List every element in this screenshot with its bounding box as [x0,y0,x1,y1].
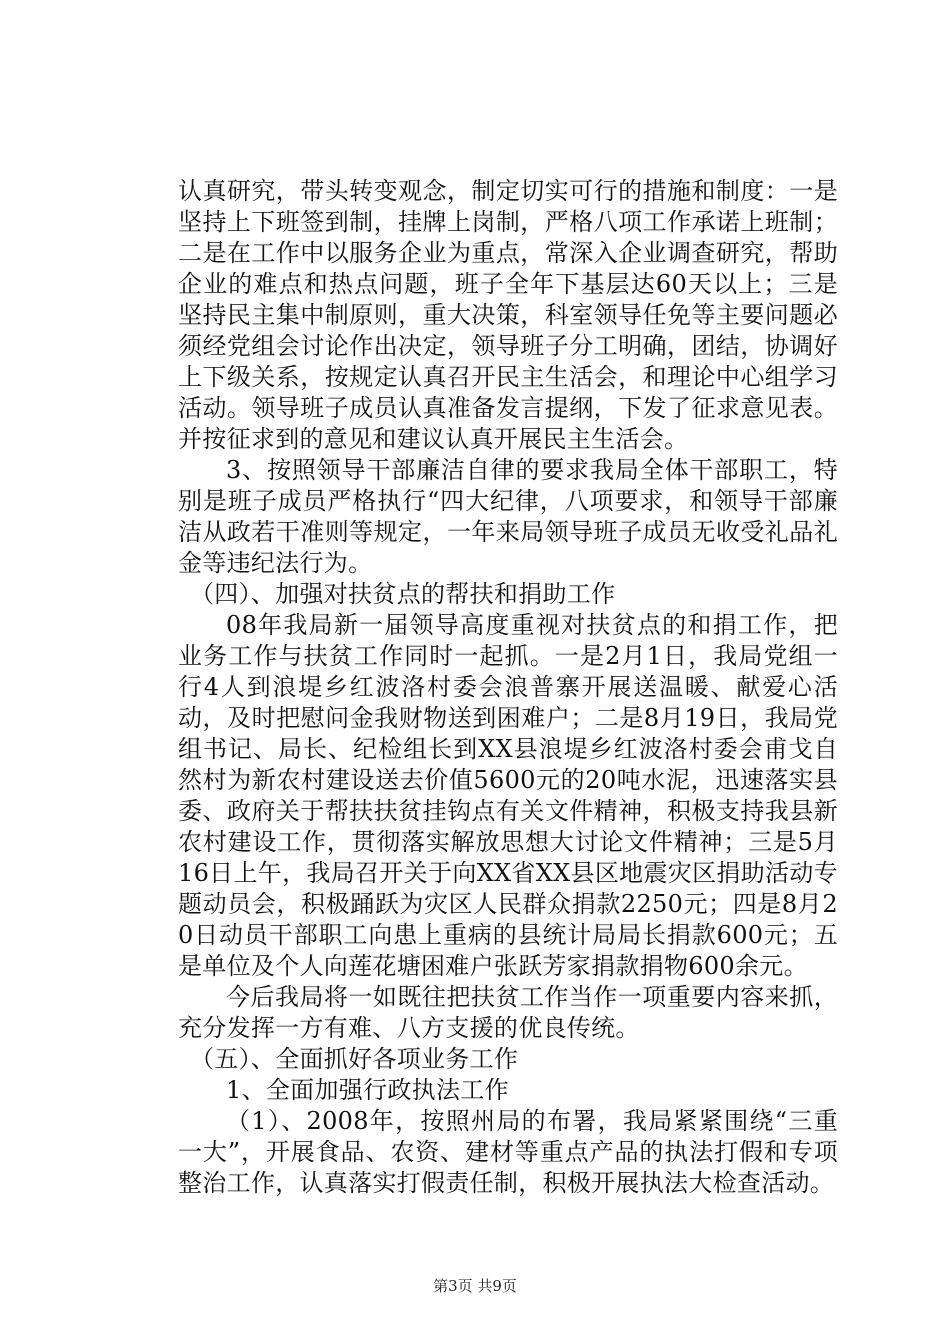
paragraph-poverty-aid: 08年我局新一届领导高度重视对扶贫点的和捐工作，把业务工作与扶贫工作同时一起抓。一是2月1日，我局党组一行4人到浪堤乡红波洛村委会浪普寨开展送温暖、献爱心活动，及时把慰问金我财物送到困难户；二是8月19日，我局党组书记、局长、纪检组长到XX县浪堤乡红波洛村委会甫戈自然村为新农村建设送去价值5600元的20吨水泥，迅速落实县委、政府关于帮扶扶贫挂钩点有关文件精神，积极支持我县新农村建设工作，贯彻落实解放思想大讨论文件精神；三是5月16日上午，我局召开关于向XX省XX县区地震灾区捐助活动专题动员会，积极踊跃为灾区人民群众捐款2250元；四是8月20日动员干部职工向患上重病的县统计局局长捐款600元；五是单位及个人向莲花塘困难户张跃芳家捐款捐物600余元。 [178,611,838,980]
page-footer: 第3页 共9页 [433,1277,517,1295]
section-heading-business-work: （五）、全面抓好各项业务工作 [190,1045,519,1073]
paragraph-continuation: 认真研究，带头转变观念，制定切实可行的措施和制度：一是坚持上下班签到制，挂牌上岗制，严格八项工作承诺上班制；二是在工作中以服务企业为重点，常深入企业调查研究，帮助企业的难点和热点问题，班子全年下基层达60天以上；三是坚持民主集中制原则，重大决策，科室领导任免等主要问题必须经党组会讨论作出决定，领导班子分工明确，团结，协调好上下级关系，按规定认真召开民主生活会，和理论中心组学习活动。领导班子成员认真准备发言提纲，下发了征求意见表。并按征求到的意见和建议认真开展民主生活会。 [178,177,838,453]
subheading-law-enforcement: 1、全面加强行政执法工作 [226,1076,509,1104]
document-body [178,176,838,1199]
paragraph-law-enforcement: （1）、2008年，按照州局的布署，我局紧紧围绕“三重一大”，开展食品、农资、建材等重点产品的执法打假和专项整治工作，认真落实打假责任制，积极开展执法大检查活动。 [178,1107,838,1197]
section-heading-poverty-aid: （四）、加强对扶贫点的帮扶和捐助工作 [190,580,616,608]
paragraph-future-plan: 今后我局将一如既往把扶贫工作当作一项重要内容来抓，充分发挥一方有难、八方支援的优良传统。 [178,983,838,1042]
paragraph-self-discipline: 3、按照领导干部廉洁自律的要求我局全体干部职工，特别是班子成员严格执行“四大纪律，八项要求，和领导干部廉洁从政若干准则等规定，一年来局领导班子成员无收受礼品礼金等违纪法行为。 [178,456,838,577]
